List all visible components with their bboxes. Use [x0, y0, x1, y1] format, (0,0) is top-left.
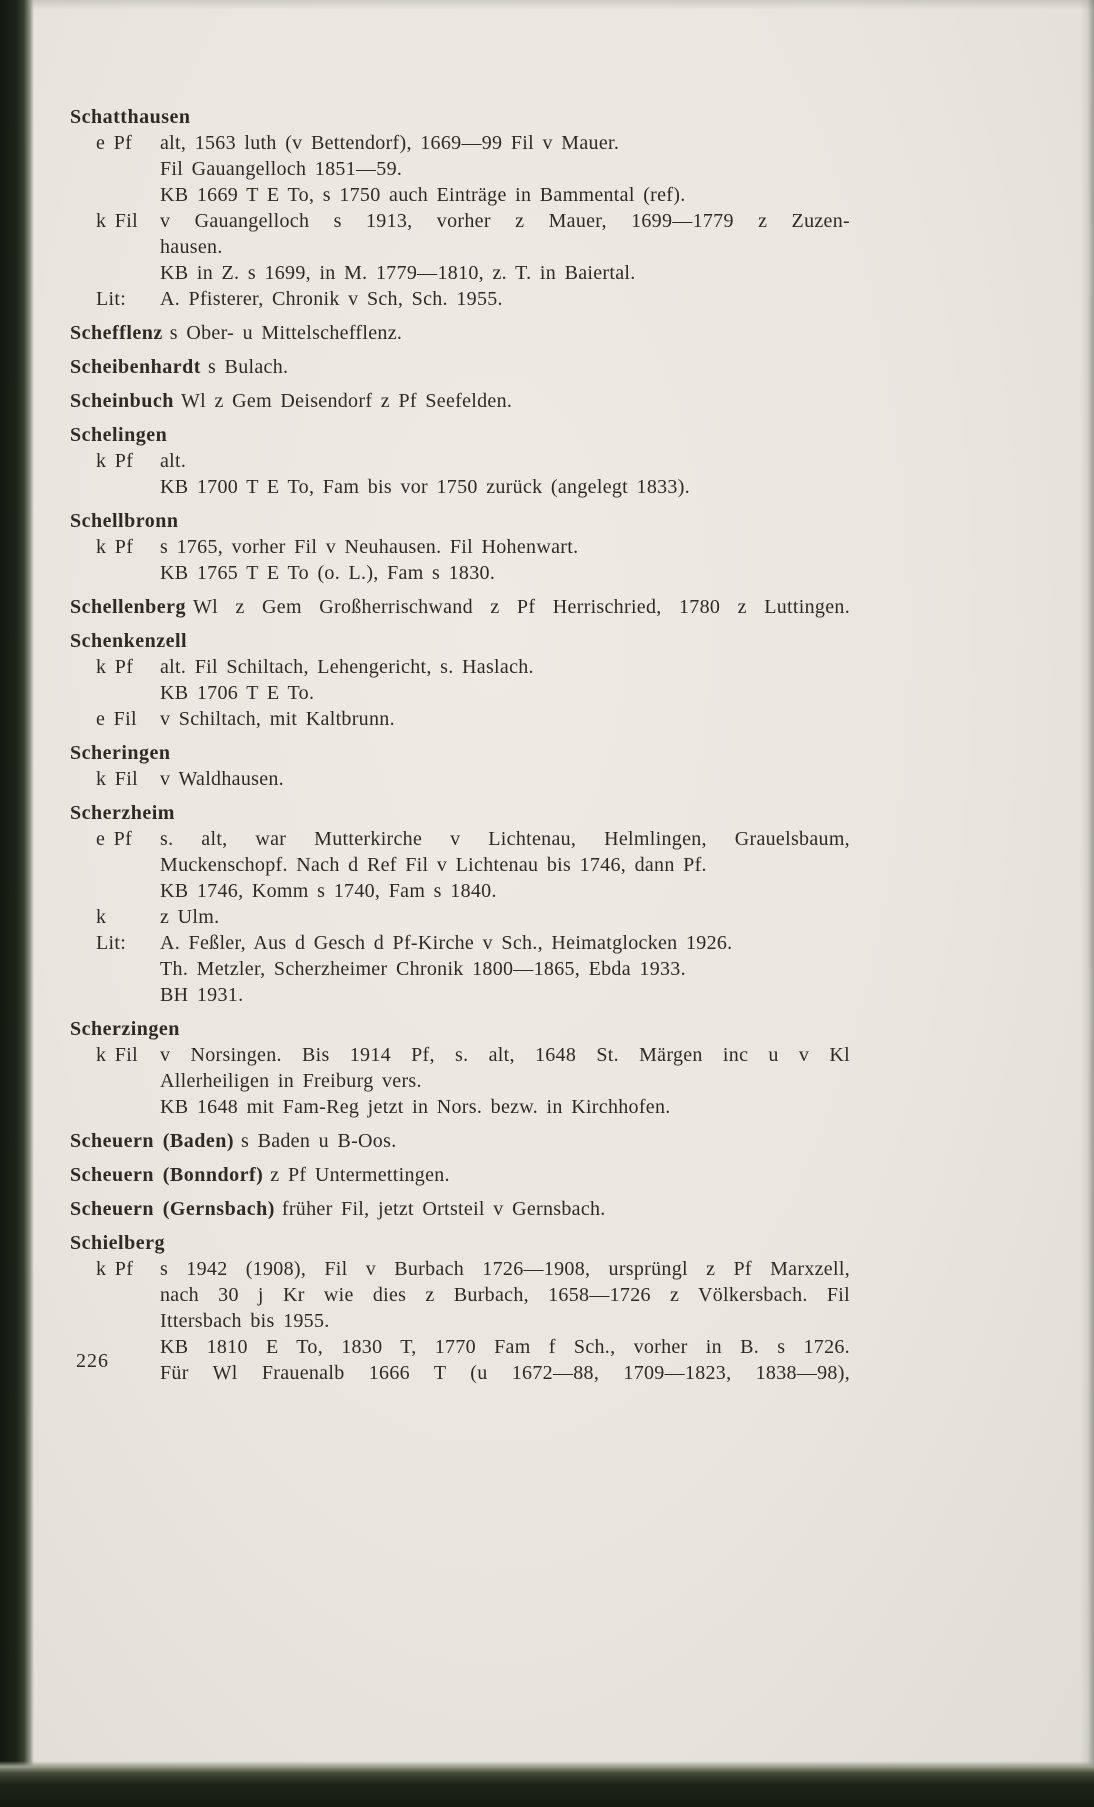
text-line: A. Pfisterer, Chronik v Sch, Sch. 1955. — [160, 288, 503, 310]
scan-bottom-edge — [0, 1761, 1094, 1807]
paragraph — [160, 904, 850, 930]
text-line: KB 1810 E To, 1830 T, 1770 Fam f Sch., vorher in B. s 1726. — [160, 1336, 850, 1358]
dictionary-entry — [70, 320, 850, 346]
paragraph — [160, 286, 850, 312]
entry-headword: Scherzheim — [70, 802, 175, 824]
entry-row — [70, 208, 850, 286]
entry-row — [70, 930, 850, 1008]
text-line: BH 1931. — [160, 984, 244, 1006]
dictionary-entry — [70, 800, 850, 1008]
text-line: z Ulm. — [160, 906, 220, 928]
text-line: s. alt, war Mutterkirche v Lichtenau, Helmlingen, Grauelsbaum, — [160, 828, 850, 850]
row-text — [160, 706, 850, 732]
row-text — [160, 534, 850, 586]
entry-head-line — [70, 508, 850, 534]
row-label: e Pf — [96, 828, 133, 850]
entry-headword: Scheuern (Bonndorf) — [70, 1164, 264, 1186]
entry-head-line — [70, 740, 850, 766]
entry-row — [70, 1042, 850, 1120]
dictionary-entry — [70, 1128, 850, 1154]
paragraph — [160, 1042, 850, 1094]
entry-row — [70, 1256, 850, 1386]
entry-headword: Schefflenz — [70, 322, 163, 344]
paragraph — [160, 474, 850, 500]
paragraph — [160, 930, 850, 956]
entry-headword: Schenkenzell — [70, 630, 188, 652]
row-label: k Pf — [96, 536, 134, 558]
dictionary-entry — [70, 1162, 850, 1188]
entry-inline-text: Wl z Gem Großherrischwand z Pf Herrischried, 1780 z Luttingen. — [193, 596, 850, 618]
text-line: KB 1746, Komm s 1740, Fam s 1840. — [160, 880, 497, 902]
entry-head-line — [70, 594, 850, 620]
dictionary-entry — [70, 594, 850, 620]
paragraph — [160, 680, 850, 706]
entry-headword: Schellenberg — [70, 596, 186, 618]
text-line: hausen. — [160, 236, 223, 258]
row-label: k Pf — [96, 1258, 134, 1280]
paragraph — [160, 956, 850, 982]
entry-head-line — [70, 1162, 850, 1188]
entry-inline-text: Wl z Gem Deisendorf z Pf Seefelden. — [180, 390, 513, 412]
paragraph — [160, 208, 850, 260]
paragraph — [160, 260, 850, 286]
entry-head-line — [70, 1128, 850, 1154]
text-line: A. Feßler, Aus d Gesch d Pf-Kirche v Sch., Heimatglocken 1926. — [160, 932, 733, 954]
text-line: Ittersbach bis 1955. — [160, 1310, 330, 1332]
row-text — [160, 1042, 850, 1120]
entries — [70, 104, 850, 1386]
row-text — [160, 130, 850, 208]
text-line: KB 1706 T E To. — [160, 682, 315, 704]
paragraph — [160, 156, 850, 182]
text-line: Th. Metzler, Scherzheimer Chronik 1800—1865, Ebda 1933. — [160, 958, 686, 980]
paragraph — [160, 826, 850, 878]
entry-inline-text: z Pf Untermettingen. — [270, 1164, 450, 1186]
row-text — [160, 930, 850, 1008]
entry-inline-text: s Bulach. — [207, 356, 289, 378]
entry-inline-text: s Baden u B-Oos. — [240, 1130, 397, 1152]
entry-row — [70, 654, 850, 706]
row-label: e Fil — [96, 708, 137, 730]
entry-head-line — [70, 320, 850, 346]
entry-head-line — [70, 104, 850, 130]
entry-head-line — [70, 354, 850, 380]
page-number: 226 — [76, 1350, 109, 1372]
entry-row — [70, 904, 850, 930]
text-line: s 1765, vorher Fil v Neuhausen. Fil Hohenwart. — [160, 536, 579, 558]
entry-head-line — [70, 1016, 850, 1042]
entry-row — [70, 706, 850, 732]
text-line: KB 1648 mit Fam-Reg jetzt in Nors. bezw. in Kirchhofen. — [160, 1096, 671, 1118]
entry-headword: Scheringen — [70, 742, 171, 764]
paragraph — [160, 182, 850, 208]
text-line: KB in Z. s 1699, in M. 1779—1810, z. T. in Baiertal. — [160, 262, 636, 284]
row-label: k Pf — [96, 656, 134, 678]
entry-headword: Scheinbuch — [70, 390, 174, 412]
entry-headword: Scheuern (Baden) — [70, 1130, 234, 1152]
row-label: Lit: — [96, 288, 127, 310]
entry-inline-text: früher Fil, jetzt Ortsteil v Gernsbach. — [281, 1198, 606, 1220]
entry-head-line — [70, 422, 850, 448]
text-line: v Norsingen. Bis 1914 Pf, s. alt, 1648 St. Märgen inc u v Kl — [160, 1044, 850, 1066]
text-line: alt, 1563 luth (v Bettendorf), 1669—99 Fil v Mauer. — [160, 132, 620, 154]
text-line: v Gauangelloch s 1913, vorher z Mauer, 1699—1779 z Zuzen- — [160, 210, 850, 232]
dictionary-entry — [70, 354, 850, 380]
entry-headword: Scherzingen — [70, 1018, 180, 1040]
entry-headword: Schelingen — [70, 424, 168, 446]
row-text — [160, 904, 850, 930]
entry-row — [70, 130, 850, 208]
text-line: alt. Fil Schiltach, Lehengericht, s. Haslach. — [160, 656, 534, 678]
row-label: k Fil — [96, 768, 138, 790]
text-line: Allerheiligen in Freiburg vers. — [160, 1070, 422, 1092]
paragraph — [160, 878, 850, 904]
paragraph — [160, 654, 850, 680]
text-line: Muckenschopf. Nach d Ref Fil v Lichtenau bis 1746, dann Pf. — [160, 854, 707, 876]
dictionary-entry — [70, 628, 850, 732]
text-line: nach 30 j Kr wie dies z Burbach, 1658—1726 z Völkersbach. Fil — [160, 1284, 850, 1306]
entry-row — [70, 766, 850, 792]
paragraph — [160, 560, 850, 586]
entry-inline-text: s Ober- u Mittelschefflenz. — [169, 322, 403, 344]
paragraph — [160, 448, 850, 474]
row-label: k Pf — [96, 450, 134, 472]
entry-headword: Scheuern (Gernsbach) — [70, 1198, 275, 1220]
row-text — [160, 208, 850, 286]
entry-headword: Scheibenhardt — [70, 356, 201, 378]
row-label: k Fil — [96, 1044, 138, 1066]
text-line: KB 1700 T E To, Fam bis vor 1750 zurück (angelegt 1833). — [160, 476, 690, 498]
paragraph — [160, 534, 850, 560]
entry-row — [70, 826, 850, 904]
text-line: s 1942 (1908), Fil v Burbach 1726—1908, ursprüngl z Pf Marxzell, — [160, 1258, 850, 1280]
text-line: KB 1669 T E To, s 1750 auch Einträge in Bammental (ref). — [160, 184, 686, 206]
entry-headword: Schellbronn — [70, 510, 179, 532]
dictionary-entry — [70, 740, 850, 792]
row-text — [160, 448, 850, 500]
text-line: alt. — [160, 450, 187, 472]
paragraph — [160, 1334, 850, 1386]
paragraph — [160, 130, 850, 156]
entry-head-line — [70, 628, 850, 654]
scan-top-shadow — [0, 0, 1094, 10]
dictionary-entry — [70, 508, 850, 586]
entry-head-line — [70, 800, 850, 826]
entry-row — [70, 534, 850, 586]
entry-row — [70, 286, 850, 312]
row-label: e Pf — [96, 132, 133, 154]
entry-head-line — [70, 1196, 850, 1222]
row-text — [160, 654, 850, 706]
text-line: v Waldhausen. — [160, 768, 284, 790]
dictionary-entry — [70, 388, 850, 414]
row-label: Lit: — [96, 932, 127, 954]
dictionary-entry — [70, 1016, 850, 1120]
paragraph — [160, 982, 850, 1008]
text-line: KB 1765 T E To (o. L.), Fam s 1830. — [160, 562, 496, 584]
text-line: Fil Gauangelloch 1851—59. — [160, 158, 403, 180]
paragraph — [160, 1256, 850, 1334]
entry-head-line — [70, 388, 850, 414]
entry-row — [70, 448, 850, 500]
entry-headword: Schielberg — [70, 1232, 165, 1254]
paragraph — [160, 766, 850, 792]
dictionary-entry — [70, 1230, 850, 1386]
paragraph — [160, 1094, 850, 1120]
scan-left-edge — [0, 0, 34, 1807]
row-label: k — [96, 906, 107, 928]
text-line: Für Wl Frauenalb 1666 T (u 1672—88, 1709—1823, 1838—98), — [160, 1362, 850, 1384]
entry-head-line — [70, 1230, 850, 1256]
row-text — [160, 286, 850, 312]
text-line: v Schiltach, mit Kaltbrunn. — [160, 708, 395, 730]
paragraph — [160, 706, 850, 732]
dictionary-entry — [70, 1196, 850, 1222]
row-text — [160, 766, 850, 792]
dictionary-entry — [70, 422, 850, 500]
row-text — [160, 826, 850, 904]
row-text — [160, 1256, 850, 1386]
scan-right-shadow — [1080, 0, 1094, 1807]
dictionary-entry — [70, 104, 850, 312]
row-label: k Fil — [96, 210, 138, 232]
text-block — [70, 104, 850, 1386]
entry-headword: Schatthausen — [70, 106, 191, 128]
